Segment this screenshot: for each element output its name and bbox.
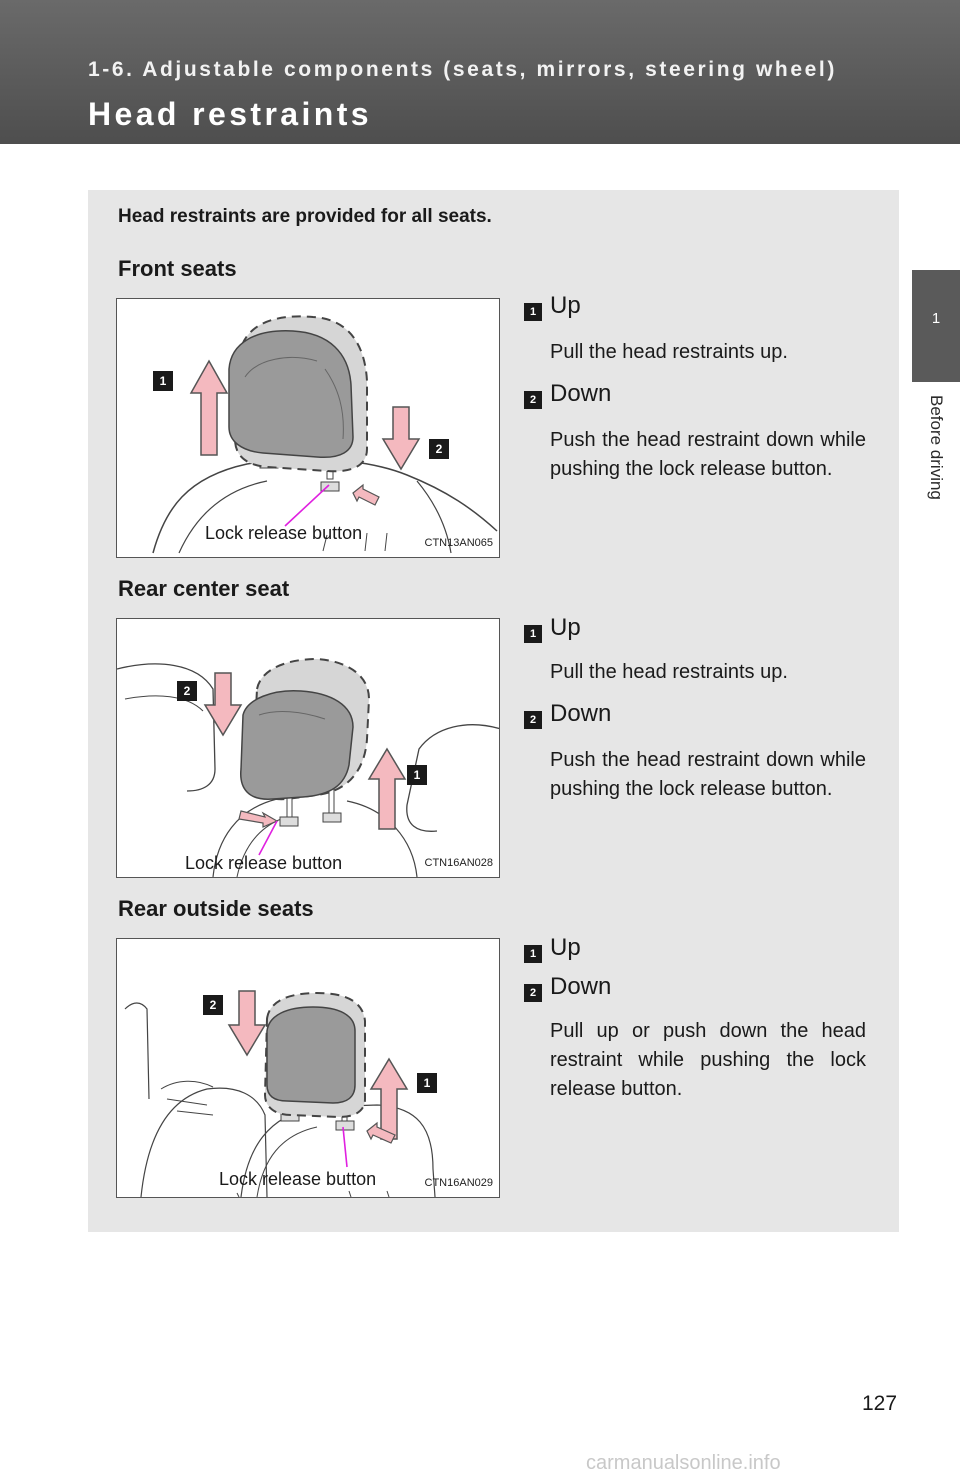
rear-center-seat-illustration xyxy=(117,619,500,878)
lock-release-callout: Lock release button xyxy=(205,523,363,543)
rear-outside-seat-illustration xyxy=(117,939,500,1198)
figure-badge-2: 2 xyxy=(429,439,449,459)
watermark: carmanualsonline.info xyxy=(586,1452,781,1474)
step-title: Up xyxy=(550,292,581,319)
figure-code: CTN16AN029 xyxy=(424,1177,493,1189)
step-badge-1: 1 xyxy=(524,625,542,643)
front-seats-figure xyxy=(116,298,500,558)
step-badge-1: 1 xyxy=(524,945,542,963)
front-seat-illustration xyxy=(117,299,500,558)
rear-outside-seats-heading: Rear outside seats xyxy=(118,896,314,921)
step-description: Push the head restraint down while pushing the lock release button. xyxy=(550,429,866,480)
figure-badge-1: 1 xyxy=(407,765,427,785)
step-description: Pull the head restraints up. xyxy=(550,661,788,683)
figure-badge-2: 2 xyxy=(177,681,197,701)
rear-center-seat-figure xyxy=(116,618,500,878)
step-badge-2: 2 xyxy=(524,391,542,409)
page-header xyxy=(0,0,960,144)
step-description: Pull the head restraints up. xyxy=(550,341,788,363)
section-title: 1-6. Adjustable components (seats, mirrors, steering wheel) xyxy=(88,58,837,81)
page-number: 127 xyxy=(862,1392,898,1415)
chapter-tab-label: Before driving xyxy=(927,395,946,500)
figure-badge-2: 2 xyxy=(203,995,223,1015)
figure-code: CTN13AN065 xyxy=(424,537,493,549)
rear-center-seat-heading: Rear center seat xyxy=(118,576,290,601)
figure-badge-1: 1 xyxy=(153,371,173,391)
figure-badge-1: 1 xyxy=(417,1073,437,1093)
step-title: Down xyxy=(550,700,612,727)
chapter-tab xyxy=(912,270,960,382)
step-title: Up xyxy=(550,934,581,961)
step-badge-2: 2 xyxy=(524,984,542,1002)
step-title: Down xyxy=(550,973,612,1000)
intro-text: Head restraints are provided for all seats. xyxy=(118,206,492,227)
step-badge-2: 2 xyxy=(524,711,542,729)
figure-code: CTN16AN028 xyxy=(424,857,493,869)
step-badge-1: 1 xyxy=(524,303,542,321)
step-title: Down xyxy=(550,380,612,407)
front-seats-heading: Front seats xyxy=(118,256,237,281)
step-title: Up xyxy=(550,614,581,641)
page-title: Head restraints xyxy=(88,96,372,132)
lock-release-callout: Lock release button xyxy=(185,853,343,873)
lock-release-callout: Lock release button xyxy=(219,1169,377,1189)
chapter-tab-number: 1 xyxy=(931,310,941,327)
rear-outside-seats-figure xyxy=(116,938,500,1198)
step-description: Pull up or push down the head restraint while pushing the lock release button. xyxy=(550,1020,866,1100)
step-description: Push the head restraint down while pushing the lock release button. xyxy=(550,749,866,800)
